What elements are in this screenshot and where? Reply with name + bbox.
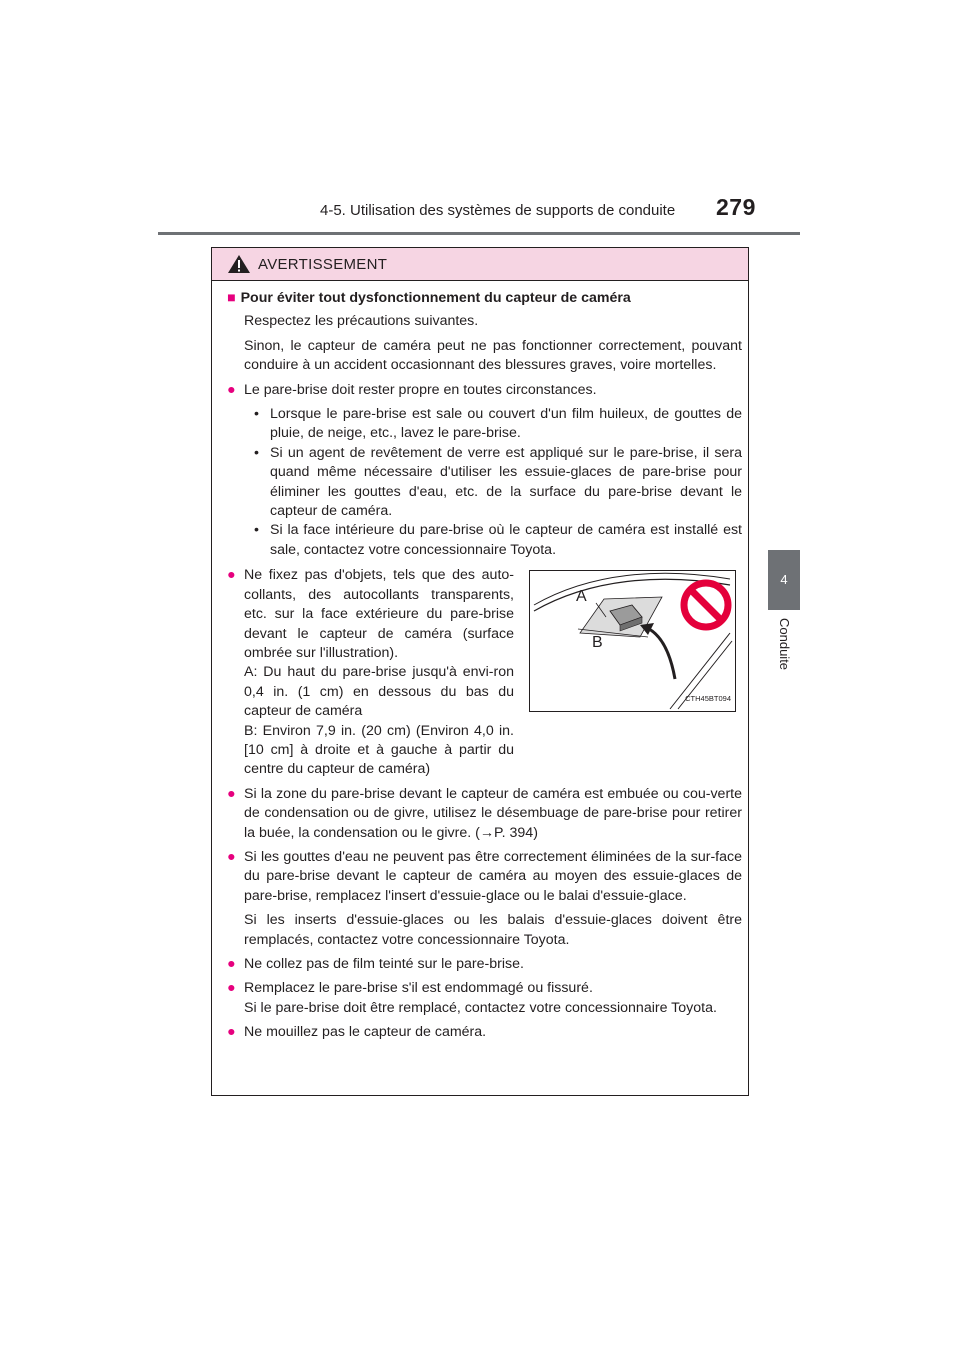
page-number: 279 <box>716 194 756 220</box>
square-bullet-icon: ■ <box>227 290 236 306</box>
paragraph: Si les inserts d'essuie-glaces ou les balais d'essuie-glaces doivent être remplacés, contactez votre concessionnaire Toyota. <box>244 912 742 948</box>
label-b: B <box>592 634 603 652</box>
bullet-dot-icon: ● <box>227 1024 236 1041</box>
bullet-dot-icon: ● <box>227 381 236 398</box>
intro-paragraph-2: Sinon, le capteur de caméra peut ne pas fonctionner correctement, pouvant conduire à un accident occasionnant des blessures graves, voire mortelles. <box>244 337 742 374</box>
warning-content <box>212 281 748 1043</box>
intro-paragraph: Respectez les précautions suivantes. <box>244 313 479 330</box>
header-rule <box>158 232 800 235</box>
bullet-dot-icon: ● <box>227 785 236 802</box>
bullet-item: ● Ne collez pas de film teinté sur le pare-brise. <box>227 955 742 974</box>
bullet-item: ● Si les gouttes d'eau ne peuvent pas être correctement éliminées de la sur-face du pare-brise devant le capteur de caméra au moyen des essuie-glaces de pare-brise, remplacez l'insert d'essuie-glace ou le balai d'essuie-glace. <box>227 848 742 906</box>
sub-item: • Si la face intérieure du pare-brise où le capteur de caméra est installé est sale, contactez votre concessionnaire Toyota. <box>254 522 742 558</box>
sub-item: • Si un agent de revêtement de verre est appliqué sur le pare-brise, il sera quand même nécessaire d'utiliser les essuie-glaces de pare-brise pour éliminer les gouttes d'eau, etc. de la surface du pare-brise devant le capteur de caméra. <box>254 444 742 520</box>
camera-sensor-illustration <box>529 570 736 712</box>
section-title: ■ Pour éviter tout dysfonctionnement du capteur de caméra <box>227 289 742 308</box>
section-header: 4-5. Utilisation des systèmes de supports de conduite <box>320 202 676 219</box>
bullet-item: ● Si la zone du pare-brise devant le capteur de caméra est embuée ou cou-verte de condensation ou de givre, utilisez le désembuage de pare-brise pour retirer la buée, la condensation ou le givre. (→P. 394) <box>227 785 742 843</box>
label-a: A <box>576 588 587 606</box>
warning-title: AVERTISSEMENT <box>258 255 388 273</box>
chapter-label: Conduite <box>777 618 792 671</box>
bullet-dot-icon: ● <box>227 956 236 972</box>
bullet-item: ● Le pare-brise doit rester propre en toutes circonstances. <box>227 381 742 400</box>
bullet-dot-icon: ● <box>227 848 236 865</box>
bullet-item: ● Ne mouillez pas le capteur de caméra. <box>227 1023 742 1042</box>
bullet-item: ● Remplacez le pare-brise s'il est endommagé ou fissuré. Si le pare-brise doit être remplacé, contactez votre concessionnaire Toyota. <box>227 979 742 1018</box>
warning-box <box>211 247 749 1096</box>
chapter-tab: 4 <box>768 550 800 610</box>
bullet-item: ● Ne fixez pas d'objets, tels que des auto-collants, des autocollants transparents, etc. sur la face extérieure du pare-brise devant le capteur de caméra (surface ombrée sur l'illustration). A: Du haut du pare-brise jusqu'à envi-ron 0,4 in. (1 cm) en dessous du bas du capteur de caméra B: Environ 7,9 in. (20 cm) (Environ 4,0 in. [10 cm] à droite et à gauche à partir du centre du capteur de caméra) <box>227 566 514 779</box>
figure-code: CTH45BT094 <box>685 693 731 703</box>
bullet-dot-icon: ● <box>227 567 236 584</box>
warning-triangle-icon <box>227 254 251 274</box>
warning-header <box>212 248 748 281</box>
figure-row <box>227 566 742 779</box>
bullet-dot-icon: ● <box>227 980 236 997</box>
sub-item: • Lorsque le pare-brise est sale ou couvert d'un film huileux, de gouttes de pluie, de neige, etc., lavez le pare-brise. <box>254 406 742 442</box>
